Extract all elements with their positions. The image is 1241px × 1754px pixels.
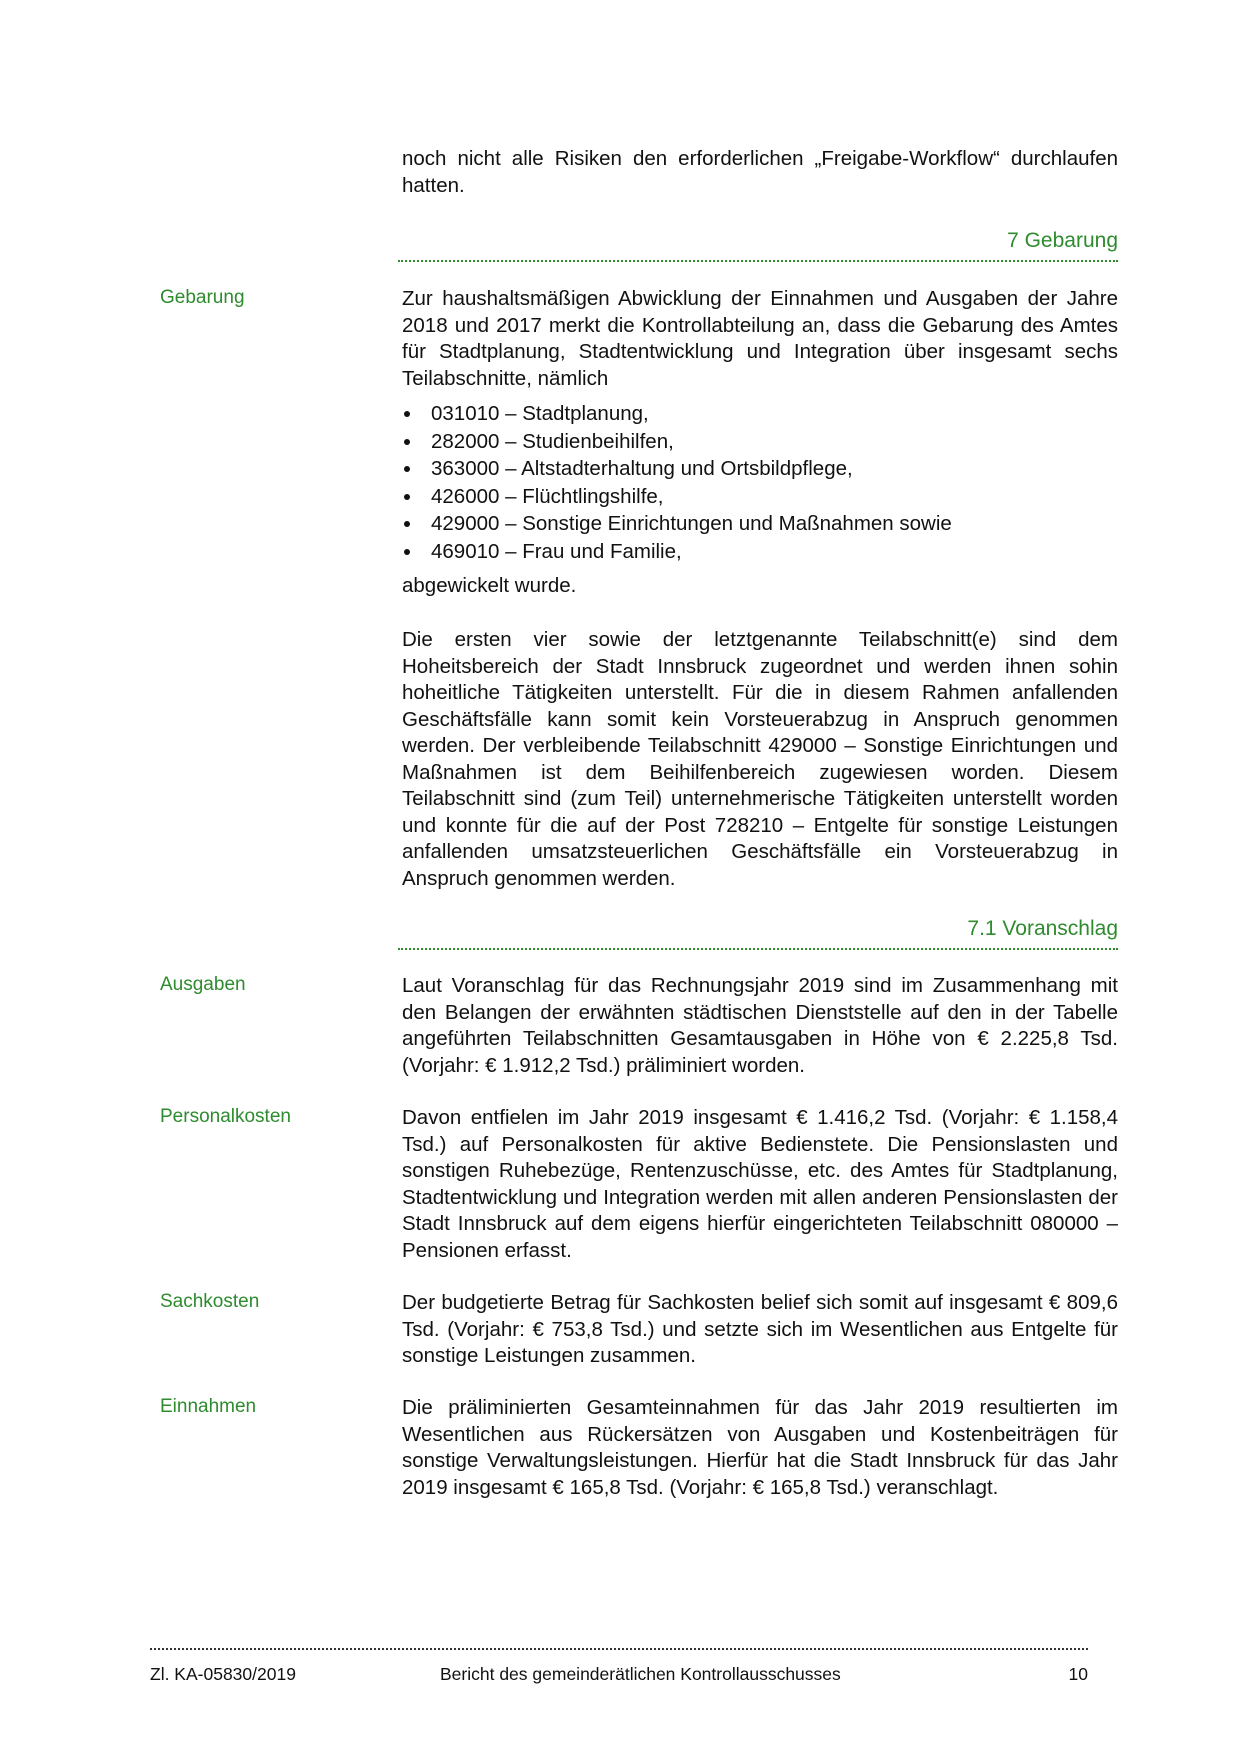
bullet-icon [404,521,410,527]
section-heading-voranschlag: 7.1 Voranschlag [398,916,1118,950]
footer-reference: Zl. KA-05830/2019 [150,1664,296,1684]
bullet-icon [404,494,410,500]
sachkosten-text: Der budgetierte Betrag für Sachkosten belief sich somit auf insgesamt € 809,6 Tsd. (Vorjahr: € 753,8 Tsd.) und setzte sich im Wesentlichen aus Entgelte für sonstige Leistungen zusammen. [402,1291,1118,1367]
side-label-ausgaben: Ausgaben [160,974,246,995]
side-label-sachkosten: Sachkosten [160,1291,260,1312]
list-item: 429000 – Sonstige Einrichtungen und Maßnahmen sowie [402,510,1118,538]
list-item: 363000 – Altstadterhaltung und Ortsbildpflege, [402,455,1118,483]
side-label-gebarung: Gebarung [160,287,245,308]
list-item: 031010 – Stadtplanung, [402,400,1118,428]
section-heading-gebarung: 7 Gebarung [398,228,1118,262]
gebarung-intro: Zur haushaltsmäßigen Abwicklung der Einnahmen und Ausgaben der Jahre 2018 und 2017 merkt die Kontrollabteilung an, dass die Gebarung des Amtes für Stadtplanung, Stadtentwicklung und Integration über insgesamt sechs Teilabschnitte, nämlich [402,287,1118,390]
list-item: 282000 – Studienbeihilfen, [402,428,1118,456]
gebarung-closing: abgewickelt wurde. [402,574,577,597]
side-label-einnahmen: Einnahmen [160,1396,257,1417]
bullet-icon [404,439,410,445]
bullet-icon [404,466,410,472]
gebarung-paragraph-2: Die ersten vier sowie der letztgenannte Teilabschnitt(e) sind dem Hoheitsbereich der Stadt Innsbruck zugeordnet und werden ihnen sohin hoheitliche Tätigkeiten unterstellt. Für die in diesem Rahmen anfallenden Geschäftsfälle kann somit kein Vorsteuerabzug in Anspruch genommen werden. Der verbleibende Teilabschnitt 429000 – Sonstige Einrichtungen und Maßnahmen ist dem Beihilfenbereich zugewiesen worden. Diesem Teilabschnitt sind (zum Teil) unternehmerische Tätigkeiten unterstellt worden und konnte für die auf der Post 728210 – Entgelte für sonstige Leistungen anfallenden umsatzsteuerlichen Geschäftsfälle ein Vorsteuerabzug in Anspruch genommen werden. [402,628,1118,890]
list-item: 469010 – Frau und Familie, [402,538,1118,566]
intro-continuation: noch nicht alle Risiken den erforderlichen „Freigabe-Workflow“ durchlaufen hatten. [402,147,1118,197]
side-label-personalkosten: Personalkosten [160,1106,291,1127]
footer-title: Bericht des gemeinderätlichen Kontrollausschusses [440,1664,841,1684]
personalkosten-text: Davon entfielen im Jahr 2019 insgesamt € 1.416,2 Tsd. (Vorjahr: € 1.158,4 Tsd.) auf Personalkosten für aktive Bedienstete. Die Pensionslasten und sonstigen Ruhebezüge, Rentenzuschüsse, etc. des Amtes für Stadtplanung, Stadtentwicklung und Integration werden mit allen anderen Pensionslasten der Stadt Innsbruck auf dem eigens hierfür eingerichteten Teilabschnitt 080000 – Pensionen erfasst. [402,1106,1118,1262]
teilabschnitte-list [402,400,1118,565]
bullet-icon [404,549,410,555]
footer-divider [150,1648,1088,1650]
bullet-icon [404,411,410,417]
footer-page-number: 10 [1068,1664,1088,1684]
einnahmen-text: Die präliminierten Gesamteinnahmen für das Jahr 2019 resultierten im Wesentlichen aus Rückersätzen von Ausgaben und Kostenbeiträgen für sonstige Verwaltungsleistungen. Hierfür hat die Stadt Innsbruck für das Jahr 2019 insgesamt € 165,8 Tsd. (Vorjahr: € 165,8 Tsd.) veranschlagt. [402,1396,1118,1499]
list-item: 426000 – Flüchtlingshilfe, [402,483,1118,511]
ausgaben-text: Laut Voranschlag für das Rechnungsjahr 2019 sind im Zusammenhang mit den Belangen der erwähnten städtischen Dienststelle auf den in der Tabelle angeführten Teilabschnitten Gesamtausgaben in Höhe von € 2.225,8 Tsd. (Vorjahr: € 1.912,2 Tsd.) präliminiert worden. [402,974,1118,1077]
